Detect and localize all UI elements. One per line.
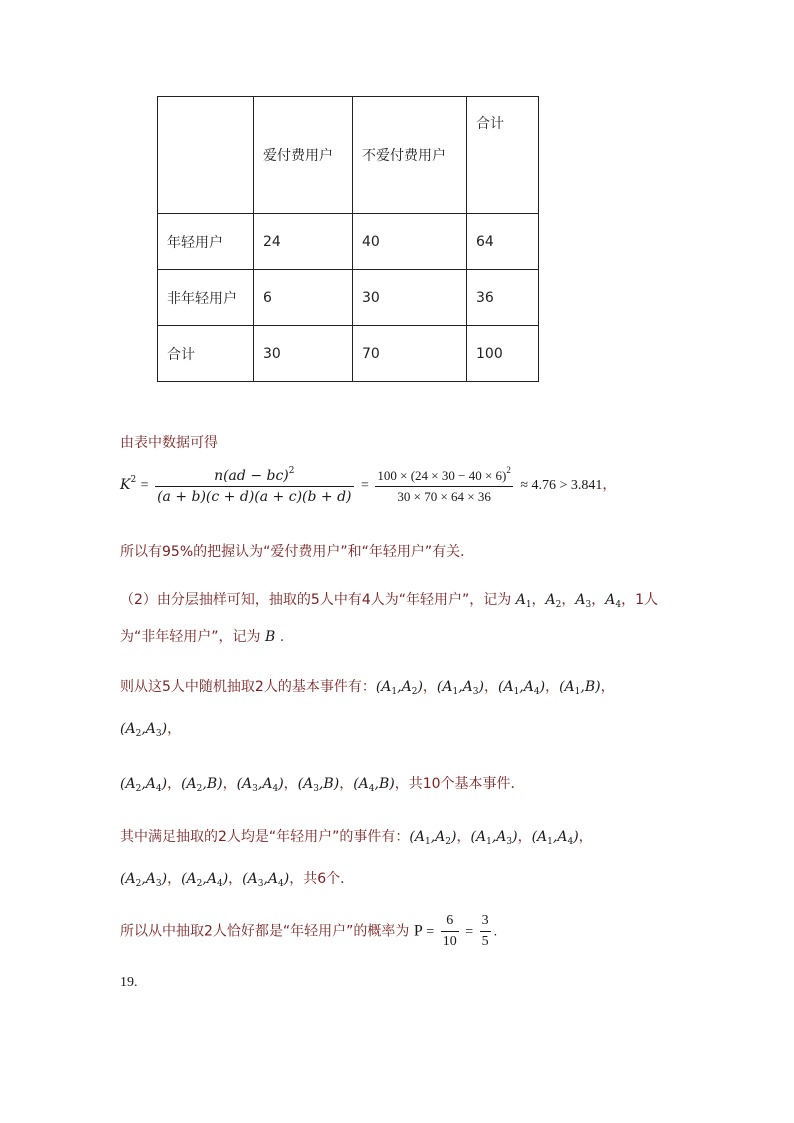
table-header-cell: 不爱付费用户 — [353, 97, 467, 214]
formula-fraction-values: $\frac{100 \times (24 \times 30 - 40 \times 6)^2}{30 \times 70 \times 64 \times 36}$ — [377, 465, 511, 504]
table-cell: 36 — [467, 270, 539, 326]
table-cell: 年轻用户 — [158, 214, 254, 270]
table-cell: 24 — [254, 214, 353, 270]
table-row — [158, 214, 539, 270]
table-cell: 6 — [254, 270, 353, 326]
contingency-table — [157, 96, 539, 382]
formula-fraction-general: $\frac{n(ad - bc)^2}{(a + b)(c + d)(a + c)(b + d)}$ — [157, 465, 352, 505]
part2-line1: （2）由分层抽样可知，抽取的5人中有4人为“年轻用户”，记为 $A_1$，$A_2$，$A_3$，$A_4$，1人 — [120, 592, 659, 610]
next-question-number: 19. — [120, 975, 138, 990]
table-row — [158, 326, 539, 382]
conclusion-text: 所以有95%的把握认为“爱付费用户”和“年轻用户”有关． — [120, 544, 475, 560]
table-header-cell: 爱付费用户 — [254, 97, 353, 214]
part2-line2: 为“非年轻用户”，记为 B . — [120, 629, 285, 645]
table-cell: 30 — [254, 326, 353, 382]
table-header-cell — [158, 97, 254, 214]
probability-line: 所以从中抽取2人恰好都是“年轻用户”的概率为 P = $\frac{6}{10}$ = $\frac{3}{5}$ . — [120, 913, 498, 949]
young-line2: $(A_2,A_3)$，$(A_2,A_4)$，$(A_3,A_4)$，共6个． — [120, 871, 355, 889]
events-line1: 则从这5人中随机抽取2人的基本事件有：$(A_1,A_2)$，$(A_1,A_3)$，$(A_1,A_4)$，$(A_1,B)$， — [120, 679, 615, 697]
intro-text: 由表中数据可得 — [120, 435, 218, 451]
events-line2: $(A_2,A_3)$， — [120, 721, 182, 739]
table-cell: 70 — [353, 326, 467, 382]
young-line1: 其中满足抽取的2人均是“年轻用户”的事件有：$(A_1,A_2)$，$(A_1,A_3)$，$(A_1,A_4)$， — [120, 829, 593, 847]
table-cell: 合计 — [158, 326, 254, 382]
table-cell: 30 — [353, 270, 467, 326]
probability-fraction-raw: $\frac{6}{10}$ — [442, 913, 457, 949]
table-row — [158, 270, 539, 326]
formula-lhs: $K^2$ — [120, 475, 137, 493]
table-cell: 40 — [353, 214, 467, 270]
events-line3: $(A_2,A_4)$，$(A_2,B)$，$(A_3,A_4)$，$(A_3,B)$，$(A_4,B)$，共10个基本事件． — [120, 776, 525, 794]
table-cell: 100 — [467, 326, 539, 382]
table-header-row — [158, 97, 539, 214]
chi-square-formula: $K^2$ = $\frac{n(ad - bc)^2}{(a + b)(c + d)(a + c)(b + d)}$ = $\frac{100 \times (24 \times 30 - 40 \times 6)^2}{30 \times 70 \times 64 \times 36}$ ≈ 4.76 > 3.841， — [120, 465, 617, 505]
table-header-cell: 合计 — [467, 97, 539, 214]
table-cell: 非年轻用户 — [158, 270, 254, 326]
table-cell: 64 — [467, 214, 539, 270]
formula-result: ≈ 4.76 > 3.841 — [520, 478, 603, 493]
probability-fraction-reduced: $\frac{3}{5}$ — [481, 913, 489, 949]
